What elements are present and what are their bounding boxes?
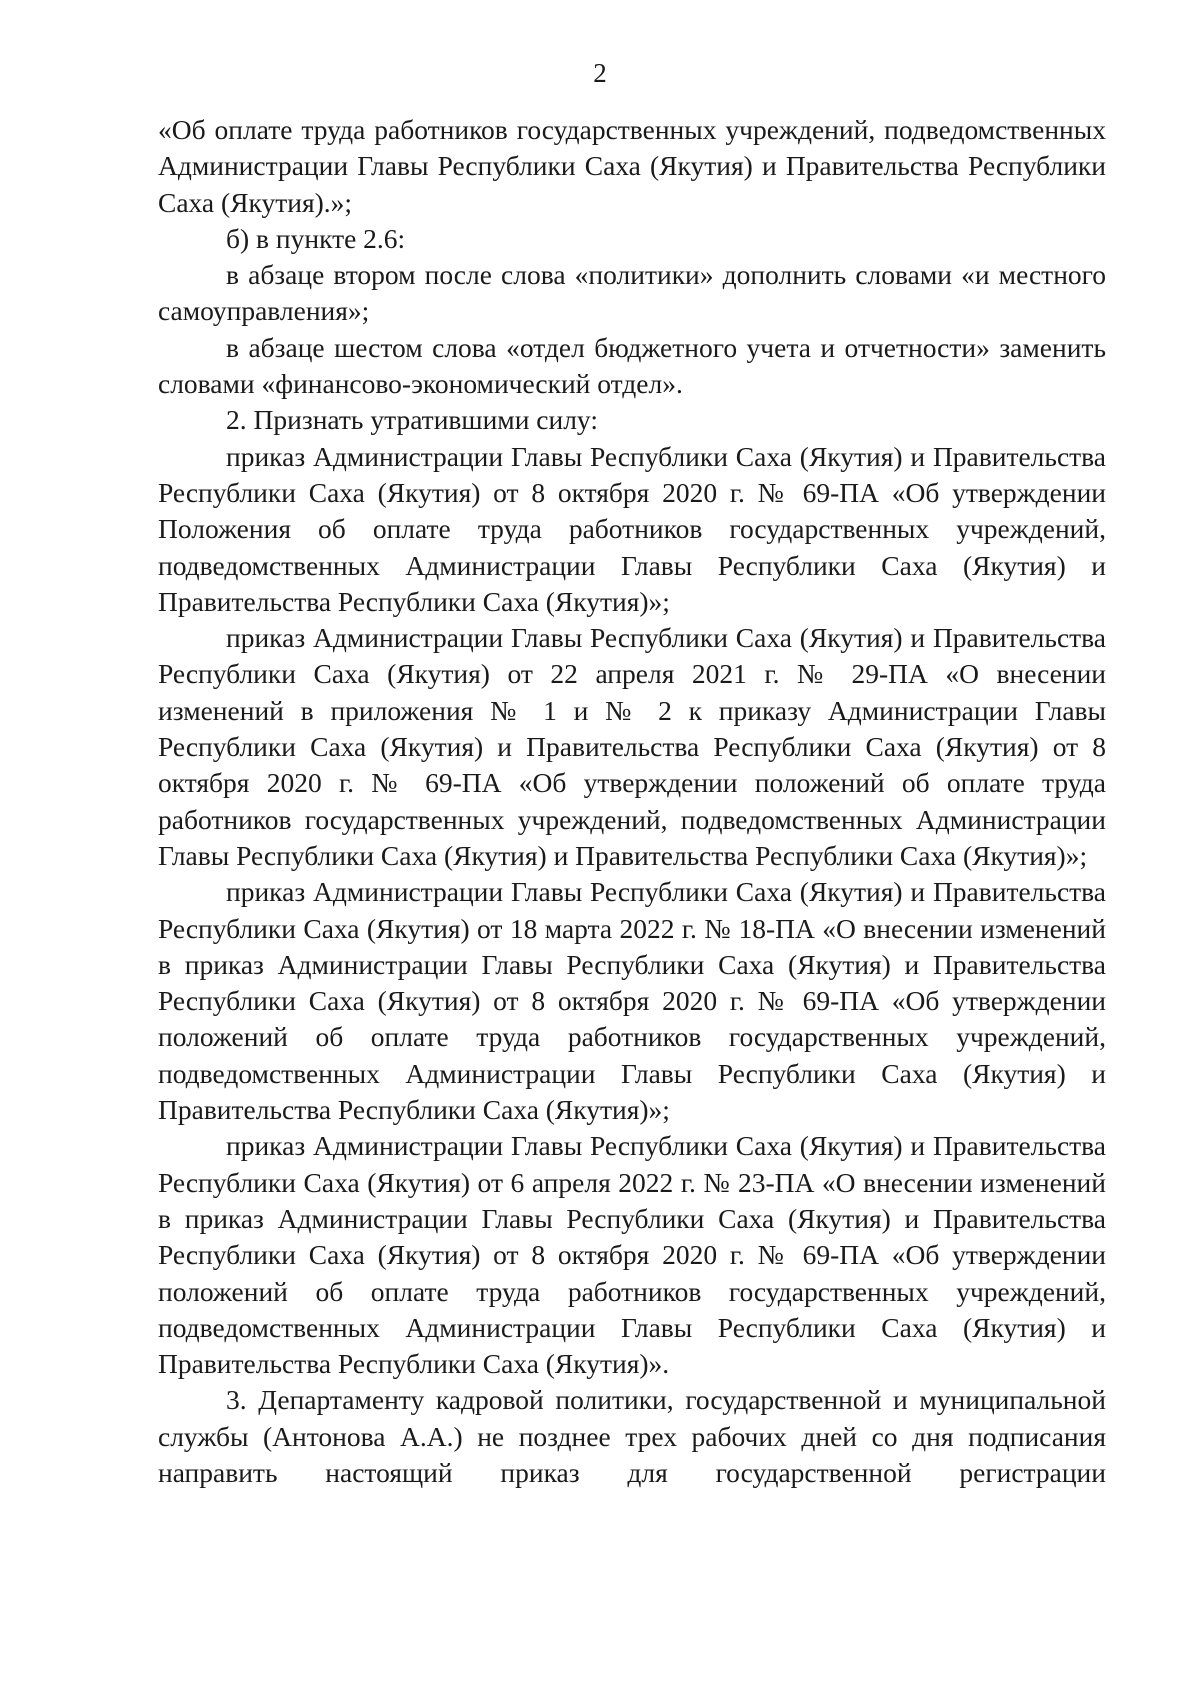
paragraph-second-abzac: в абзаце втором после слова «политики» дополнить словами «и местного самоуправления»;: [158, 259, 1106, 327]
paragraph-order-18-pa: приказ Администрации Главы Республики Саха (Якутия) и Правительства Республики Саха (Якутия) от 18 марта 2022 г. № 18-ПА «О внесении изменений в приказ Администрации Главы Республики Саха (Якутия) и Правительства Республики Саха (Якутия) от 8 октября 2020 г. № 69-ПА «Об утверждении положений об оплате труда работников государственных учреждений, подведомственных Администрации Главы Республики Саха (Якутия) и Правительства Республики Саха (Якутия)»;: [158, 876, 1106, 1126]
paragraph-order-29-pa: приказ Администрации Главы Республики Саха (Якутия) и Правительства Республики Саха (Якутия) от 22 апреля 2021 г. № 29-ПА «О внесении изменений в приложения № 1 и № 2 к приказу Администрации Главы Республики Саха (Якутия) и Правительства Республики Саха (Якутия) от 8 октября 2020 г. № 69-ПА «Об утверждении положений об оплате труда работников государственных учреждений, подведомственных Администрации Главы Республики Саха (Якутия) и Правительства Республики Саха (Якутия)»;: [158, 622, 1106, 871]
paragraph-item-3: 3. Департаменту кадровой политики, государственной и муниципальной службы (Антонова А.А.) не позднее трех рабочих дней со дня подписания направить настоящий приказ для государственной регистрации: [158, 1384, 1106, 1488]
document-body: [158, 112, 1106, 1491]
paragraph-item-2: 2. Признать утратившими силу:: [226, 404, 598, 436]
paragraph-subitem-b: б) в пункте 2.6:: [226, 222, 406, 254]
page-number: 2: [593, 58, 607, 88]
paragraph-order-23-pa: приказ Администрации Главы Республики Саха (Якутия) и Правительства Республики Саха (Якутия) от 6 апреля 2022 г. № 23-ПА «О внесении изменений в приказ Администрации Главы Республики Саха (Якутия) и Правительства Республики Саха (Якутия) от 8 октября 2020 г. № 69-ПА «Об утверждении положений об оплате труда работников государственных учреждений, подведомственных Администрации Главы Республики Саха (Якутия) и Правительства Республики Саха (Якутия)».: [158, 1130, 1106, 1380]
paragraph-continuation: «Об оплате труда работников государственных учреждений, подведомственных Администрации Главы Республики Саха (Якутия) и Правительства Республики Саха (Якутия).»;: [158, 114, 1106, 218]
paragraph-sixth-abzac: в абзаце шестом слова «отдел бюджетного учета и отчетности» заменить словами «финансово-экономический отдел».: [158, 331, 1106, 400]
paragraph-order-69-pa: приказ Администрации Главы Республики Саха (Якутия) и Правительства Республики Саха (Якутия) от 8 октября 2020 г. № 69-ПА «Об утверждении Положения об оплате труда работников государственных учреждений, подведомственных Администрации Главы Республики Саха (Якутия) и Правительства Республики Саха (Якутия)»;: [158, 440, 1106, 617]
